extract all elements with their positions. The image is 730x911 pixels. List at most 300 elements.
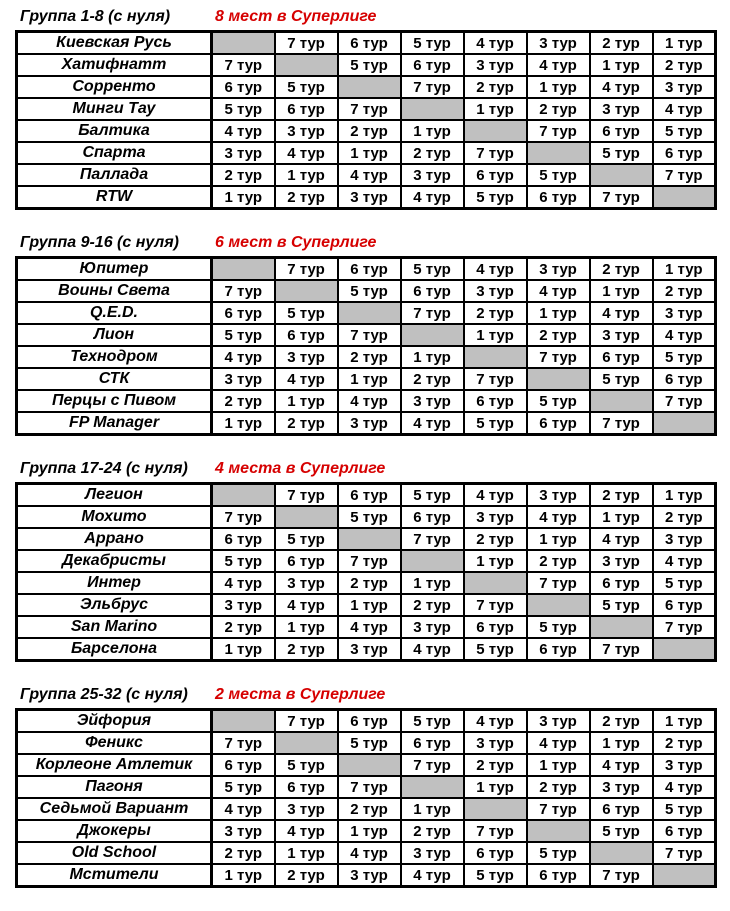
team-name-cell: Q.E.D. xyxy=(17,302,212,324)
round-cell: 6 тур xyxy=(212,302,275,324)
round-cell: 5 тур xyxy=(338,280,401,302)
table-row xyxy=(17,390,716,412)
round-cell: 4 тур xyxy=(212,346,275,368)
self-match-cell xyxy=(275,732,338,754)
self-match-cell xyxy=(590,842,653,864)
group-block xyxy=(15,7,730,210)
round-cell: 7 тур xyxy=(590,638,653,661)
round-cell: 3 тур xyxy=(653,76,716,98)
round-cell: 6 тур xyxy=(590,572,653,594)
round-cell: 3 тур xyxy=(212,594,275,616)
round-cell: 3 тур xyxy=(401,390,464,412)
round-cell: 2 тур xyxy=(464,754,527,776)
round-cell: 3 тур xyxy=(275,572,338,594)
round-cell: 7 тур xyxy=(590,864,653,887)
table-row xyxy=(17,798,716,820)
round-cell: 3 тур xyxy=(275,798,338,820)
self-match-cell xyxy=(212,710,275,733)
round-cell: 2 тур xyxy=(590,32,653,55)
team-name-cell: Джокеры xyxy=(17,820,212,842)
round-cell: 6 тур xyxy=(464,164,527,186)
round-cell: 5 тур xyxy=(464,412,527,435)
self-match-cell xyxy=(212,484,275,507)
self-match-cell xyxy=(527,142,590,164)
table-row xyxy=(17,142,716,164)
round-cell: 6 тур xyxy=(590,798,653,820)
round-cell: 4 тур xyxy=(464,258,527,281)
round-cell: 6 тур xyxy=(527,186,590,209)
round-cell: 7 тур xyxy=(464,368,527,390)
team-name-cell: Барселона xyxy=(17,638,212,661)
round-cell: 7 тур xyxy=(338,776,401,798)
round-cell: 2 тур xyxy=(338,798,401,820)
self-match-cell xyxy=(464,572,527,594)
round-cell: 6 тур xyxy=(338,710,401,733)
round-cell: 1 тур xyxy=(338,142,401,164)
round-cell: 3 тур xyxy=(212,820,275,842)
self-match-cell xyxy=(653,864,716,887)
round-cell: 6 тур xyxy=(212,76,275,98)
team-name-cell: СТК xyxy=(17,368,212,390)
round-cell: 6 тур xyxy=(464,390,527,412)
round-cell: 1 тур xyxy=(590,732,653,754)
team-name-cell: Мохито xyxy=(17,506,212,528)
round-cell: 1 тур xyxy=(527,754,590,776)
round-cell: 7 тур xyxy=(527,572,590,594)
round-cell: 7 тур xyxy=(401,528,464,550)
round-cell: 3 тур xyxy=(527,484,590,507)
team-name-cell: Эльбрус xyxy=(17,594,212,616)
round-cell: 2 тур xyxy=(464,76,527,98)
round-cell: 4 тур xyxy=(653,550,716,572)
round-cell: 1 тур xyxy=(464,550,527,572)
round-cell: 1 тур xyxy=(212,864,275,887)
round-cell: 2 тур xyxy=(212,616,275,638)
round-cell: 2 тур xyxy=(401,142,464,164)
round-cell: 5 тур xyxy=(212,324,275,346)
table-row xyxy=(17,594,716,616)
round-cell: 6 тур xyxy=(653,142,716,164)
round-cell: 2 тур xyxy=(653,54,716,76)
round-cell: 6 тур xyxy=(590,346,653,368)
self-match-cell xyxy=(653,186,716,209)
round-cell: 3 тур xyxy=(338,864,401,887)
round-cell: 2 тур xyxy=(590,710,653,733)
round-cell: 5 тур xyxy=(590,142,653,164)
round-cell: 5 тур xyxy=(338,506,401,528)
round-cell: 4 тур xyxy=(527,280,590,302)
round-cell: 4 тур xyxy=(590,302,653,324)
round-cell: 3 тур xyxy=(653,528,716,550)
round-cell: 5 тур xyxy=(464,864,527,887)
team-name-cell: Юпитер xyxy=(17,258,212,281)
round-cell: 6 тур xyxy=(527,638,590,661)
team-name-cell: Сорренто xyxy=(17,76,212,98)
team-name-cell: Легион xyxy=(17,484,212,507)
group-block xyxy=(15,459,730,662)
round-cell: 6 тур xyxy=(653,594,716,616)
group-title: Группа 1-8 (с нуля) xyxy=(20,8,171,25)
round-cell: 3 тур xyxy=(338,638,401,661)
round-cell: 2 тур xyxy=(275,186,338,209)
round-cell: 5 тур xyxy=(653,120,716,142)
round-cell: 2 тур xyxy=(464,302,527,324)
team-name-cell: San Marino xyxy=(17,616,212,638)
group-block xyxy=(15,685,730,888)
round-cell: 3 тур xyxy=(590,776,653,798)
round-cell: 5 тур xyxy=(527,390,590,412)
round-cell: 5 тур xyxy=(401,258,464,281)
team-name-cell: Хатифнатт xyxy=(17,54,212,76)
round-cell: 2 тур xyxy=(212,164,275,186)
round-cell: 7 тур xyxy=(464,594,527,616)
team-name-cell: RTW xyxy=(17,186,212,209)
round-cell: 5 тур xyxy=(338,54,401,76)
group-title: Группа 17-24 (с нуля) xyxy=(20,460,188,477)
team-name-cell: Мстители xyxy=(17,864,212,887)
round-cell: 2 тур xyxy=(338,120,401,142)
self-match-cell xyxy=(275,280,338,302)
table-row xyxy=(17,616,716,638)
round-cell: 6 тур xyxy=(653,820,716,842)
round-cell: 1 тур xyxy=(590,280,653,302)
round-cell: 7 тур xyxy=(275,32,338,55)
round-cell: 1 тур xyxy=(590,54,653,76)
table-row xyxy=(17,164,716,186)
group-title: Группа 9-16 (с нуля) xyxy=(20,234,179,251)
round-cell: 5 тур xyxy=(464,186,527,209)
table-row xyxy=(17,754,716,776)
self-match-cell xyxy=(590,390,653,412)
round-cell: 5 тур xyxy=(275,754,338,776)
round-cell: 1 тур xyxy=(653,484,716,507)
self-match-cell xyxy=(275,54,338,76)
table-row xyxy=(17,280,716,302)
round-cell: 7 тур xyxy=(653,390,716,412)
round-cell: 2 тур xyxy=(401,368,464,390)
round-cell: 2 тур xyxy=(590,484,653,507)
round-cell: 6 тур xyxy=(527,412,590,435)
round-cell: 6 тур xyxy=(401,732,464,754)
round-cell: 4 тур xyxy=(590,754,653,776)
round-cell: 5 тур xyxy=(464,638,527,661)
team-name-cell: Аррано xyxy=(17,528,212,550)
round-cell: 4 тур xyxy=(464,484,527,507)
superleague-places-note: 2 места в Суперлиге xyxy=(215,686,386,703)
round-cell: 7 тур xyxy=(212,506,275,528)
table-row xyxy=(17,638,716,661)
team-name-cell: Эйфория xyxy=(17,710,212,733)
round-cell: 7 тур xyxy=(653,842,716,864)
round-cell: 2 тур xyxy=(464,528,527,550)
round-cell: 1 тур xyxy=(401,572,464,594)
round-cell: 1 тур xyxy=(653,258,716,281)
round-cell: 7 тур xyxy=(401,302,464,324)
self-match-cell xyxy=(464,120,527,142)
round-cell: 3 тур xyxy=(527,32,590,55)
round-cell: 2 тур xyxy=(338,346,401,368)
table-row xyxy=(17,302,716,324)
round-cell: 6 тур xyxy=(464,616,527,638)
round-cell: 4 тур xyxy=(401,412,464,435)
round-cell: 6 тур xyxy=(401,506,464,528)
team-name-cell: Лион xyxy=(17,324,212,346)
round-cell: 5 тур xyxy=(527,164,590,186)
round-cell: 4 тур xyxy=(401,638,464,661)
round-cell: 5 тур xyxy=(527,616,590,638)
round-cell: 5 тур xyxy=(401,484,464,507)
team-name-cell: Паллада xyxy=(17,164,212,186)
round-cell: 7 тур xyxy=(275,484,338,507)
round-cell: 4 тур xyxy=(275,368,338,390)
round-cell: 1 тур xyxy=(275,616,338,638)
self-match-cell xyxy=(401,776,464,798)
self-match-cell xyxy=(590,616,653,638)
group-title: Группа 25-32 (с нуля) xyxy=(20,686,188,703)
round-cell: 3 тур xyxy=(590,550,653,572)
table-row xyxy=(17,346,716,368)
schedule-table xyxy=(15,256,717,436)
round-cell: 5 тур xyxy=(590,594,653,616)
self-match-cell xyxy=(338,76,401,98)
round-cell: 3 тур xyxy=(401,842,464,864)
self-match-cell xyxy=(527,594,590,616)
round-cell: 2 тур xyxy=(401,820,464,842)
round-cell: 5 тур xyxy=(527,842,590,864)
round-cell: 5 тур xyxy=(653,572,716,594)
round-cell: 4 тур xyxy=(527,732,590,754)
round-cell: 6 тур xyxy=(212,528,275,550)
team-name-cell: Киевская Русь xyxy=(17,32,212,55)
table-row xyxy=(17,186,716,209)
round-cell: 6 тур xyxy=(527,864,590,887)
round-cell: 1 тур xyxy=(464,98,527,120)
team-name-cell: Декабристы xyxy=(17,550,212,572)
round-cell: 2 тур xyxy=(653,280,716,302)
round-cell: 6 тур xyxy=(338,484,401,507)
table-row xyxy=(17,368,716,390)
table-row xyxy=(17,842,716,864)
table-row xyxy=(17,864,716,887)
self-match-cell xyxy=(212,32,275,55)
round-cell: 3 тур xyxy=(653,754,716,776)
round-cell: 2 тур xyxy=(527,776,590,798)
round-cell: 4 тур xyxy=(401,864,464,887)
team-name-cell: Перцы с Пивом xyxy=(17,390,212,412)
round-cell: 4 тур xyxy=(275,594,338,616)
self-match-cell xyxy=(653,412,716,435)
round-cell: 5 тур xyxy=(590,368,653,390)
round-cell: 1 тур xyxy=(653,32,716,55)
self-match-cell xyxy=(464,798,527,820)
round-cell: 5 тур xyxy=(653,346,716,368)
round-cell: 7 тур xyxy=(275,258,338,281)
group-list xyxy=(15,7,730,888)
round-cell: 3 тур xyxy=(338,412,401,435)
round-cell: 2 тур xyxy=(338,572,401,594)
team-name-cell: FP Manager xyxy=(17,412,212,435)
round-cell: 7 тур xyxy=(212,280,275,302)
round-cell: 7 тур xyxy=(401,754,464,776)
round-cell: 1 тур xyxy=(275,390,338,412)
round-cell: 3 тур xyxy=(275,346,338,368)
round-cell: 4 тур xyxy=(275,142,338,164)
round-cell: 7 тур xyxy=(464,820,527,842)
round-cell: 1 тур xyxy=(401,798,464,820)
self-match-cell xyxy=(338,528,401,550)
table-row xyxy=(17,412,716,435)
table-row xyxy=(17,258,716,281)
table-row xyxy=(17,120,716,142)
table-row xyxy=(17,550,716,572)
round-cell: 1 тур xyxy=(212,186,275,209)
round-cell: 6 тур xyxy=(212,754,275,776)
group-header xyxy=(20,459,730,478)
round-cell: 3 тур xyxy=(464,280,527,302)
round-cell: 4 тур xyxy=(653,324,716,346)
self-match-cell xyxy=(338,754,401,776)
round-cell: 6 тур xyxy=(653,368,716,390)
round-cell: 2 тур xyxy=(527,98,590,120)
table-row xyxy=(17,506,716,528)
self-match-cell xyxy=(401,324,464,346)
round-cell: 4 тур xyxy=(401,186,464,209)
round-cell: 6 тур xyxy=(401,280,464,302)
round-cell: 3 тур xyxy=(401,616,464,638)
round-cell: 7 тур xyxy=(653,164,716,186)
round-cell: 2 тур xyxy=(275,864,338,887)
self-match-cell xyxy=(401,98,464,120)
round-cell: 7 тур xyxy=(338,98,401,120)
round-cell: 7 тур xyxy=(527,346,590,368)
round-cell: 2 тур xyxy=(653,732,716,754)
table-row xyxy=(17,54,716,76)
round-cell: 5 тур xyxy=(212,550,275,572)
round-cell: 6 тур xyxy=(275,324,338,346)
round-cell: 3 тур xyxy=(338,186,401,209)
table-row xyxy=(17,820,716,842)
team-name-cell: Пагоня xyxy=(17,776,212,798)
round-cell: 2 тур xyxy=(527,550,590,572)
round-cell: 4 тур xyxy=(590,528,653,550)
schedule-table xyxy=(15,30,717,210)
self-match-cell xyxy=(464,346,527,368)
round-cell: 4 тур xyxy=(212,572,275,594)
round-cell: 1 тур xyxy=(527,302,590,324)
round-cell: 2 тур xyxy=(212,842,275,864)
self-match-cell xyxy=(338,302,401,324)
schedule-table xyxy=(15,708,717,888)
round-cell: 7 тур xyxy=(527,120,590,142)
round-cell: 1 тур xyxy=(527,76,590,98)
round-cell: 5 тур xyxy=(401,710,464,733)
round-cell: 6 тур xyxy=(401,54,464,76)
team-name-cell: Old School xyxy=(17,842,212,864)
round-cell: 1 тур xyxy=(401,346,464,368)
round-cell: 3 тур xyxy=(212,368,275,390)
round-cell: 5 тур xyxy=(275,76,338,98)
superleague-places-note: 6 мест в Суперлиге xyxy=(215,234,377,251)
round-cell: 3 тур xyxy=(653,302,716,324)
table-row xyxy=(17,32,716,55)
round-cell: 7 тур xyxy=(527,798,590,820)
round-cell: 4 тур xyxy=(590,76,653,98)
round-cell: 7 тур xyxy=(401,76,464,98)
round-cell: 4 тур xyxy=(338,164,401,186)
round-cell: 4 тур xyxy=(338,616,401,638)
round-cell: 6 тур xyxy=(275,98,338,120)
round-cell: 4 тур xyxy=(653,98,716,120)
round-cell: 7 тур xyxy=(653,616,716,638)
self-match-cell xyxy=(653,638,716,661)
table-row xyxy=(17,528,716,550)
self-match-cell xyxy=(275,506,338,528)
round-cell: 1 тур xyxy=(653,710,716,733)
round-cell: 1 тур xyxy=(338,368,401,390)
table-row xyxy=(17,324,716,346)
round-cell: 2 тур xyxy=(527,324,590,346)
round-cell: 3 тур xyxy=(464,54,527,76)
round-cell: 4 тур xyxy=(527,54,590,76)
round-cell: 6 тур xyxy=(464,842,527,864)
round-cell: 3 тур xyxy=(464,732,527,754)
self-match-cell xyxy=(527,820,590,842)
team-name-cell: Интер xyxy=(17,572,212,594)
round-cell: 1 тур xyxy=(401,120,464,142)
round-cell: 4 тур xyxy=(275,820,338,842)
team-name-cell: Технодром xyxy=(17,346,212,368)
table-row xyxy=(17,98,716,120)
round-cell: 4 тур xyxy=(212,120,275,142)
round-cell: 1 тур xyxy=(338,820,401,842)
round-cell: 1 тур xyxy=(338,594,401,616)
superleague-places-note: 4 места в Суперлиге xyxy=(215,460,386,477)
round-cell: 5 тур xyxy=(212,776,275,798)
round-cell: 6 тур xyxy=(590,120,653,142)
round-cell: 1 тур xyxy=(464,324,527,346)
round-cell: 1 тур xyxy=(212,638,275,661)
round-cell: 6 тур xyxy=(275,776,338,798)
round-cell: 3 тур xyxy=(590,98,653,120)
round-cell: 3 тур xyxy=(464,506,527,528)
superleague-places-note: 8 мест в Суперлиге xyxy=(215,8,377,25)
round-cell: 5 тур xyxy=(275,302,338,324)
round-cell: 7 тур xyxy=(212,732,275,754)
round-cell: 2 тур xyxy=(590,258,653,281)
round-cell: 7 тур xyxy=(464,142,527,164)
table-row xyxy=(17,710,716,733)
team-name-cell: Воины Света xyxy=(17,280,212,302)
round-cell: 1 тур xyxy=(212,412,275,435)
table-row xyxy=(17,776,716,798)
group-header xyxy=(20,7,730,26)
round-cell: 3 тур xyxy=(527,710,590,733)
round-cell: 6 тур xyxy=(338,32,401,55)
self-match-cell xyxy=(212,258,275,281)
round-cell: 7 тур xyxy=(212,54,275,76)
group-block xyxy=(15,233,730,436)
round-cell: 1 тур xyxy=(275,164,338,186)
round-cell: 4 тур xyxy=(464,710,527,733)
round-cell: 3 тур xyxy=(401,164,464,186)
round-cell: 3 тур xyxy=(275,120,338,142)
schedule-table xyxy=(15,482,717,662)
team-name-cell: Феникс xyxy=(17,732,212,754)
round-cell: 7 тур xyxy=(590,412,653,435)
round-cell: 1 тур xyxy=(590,506,653,528)
round-cell: 7 тур xyxy=(338,324,401,346)
round-cell: 4 тур xyxy=(212,798,275,820)
